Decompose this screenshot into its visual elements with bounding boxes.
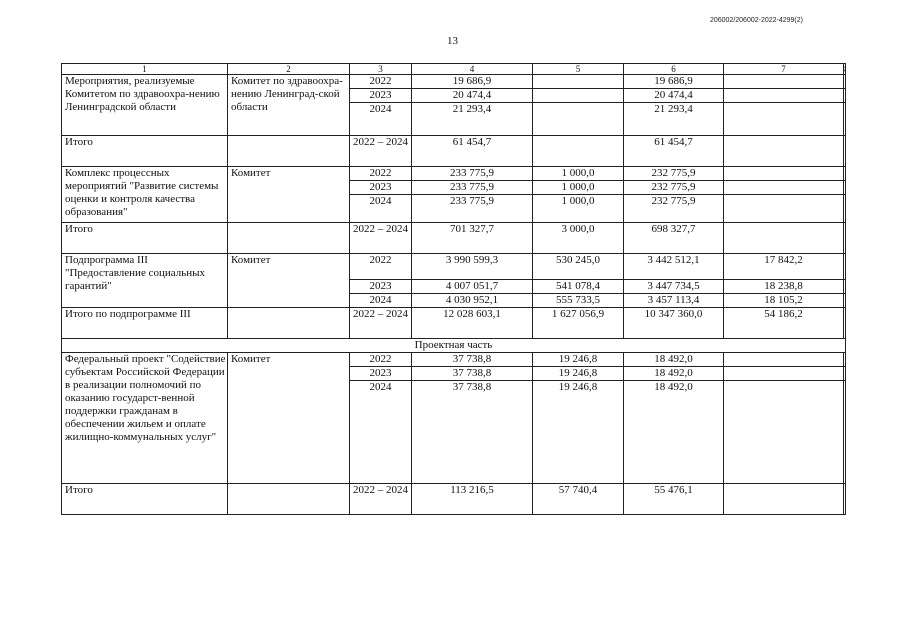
local-amount [724,367,844,381]
period: 2022 – 2024 [350,223,412,254]
period: 2022 – 2024 [350,484,412,515]
year: 2022 [350,254,412,280]
local-amount [724,103,844,136]
program-name: Мероприятия, реализуемые Комитетом по здравоохра-нению Ленинградской области [62,75,228,136]
local-amount [724,75,844,89]
executor: Комитет [228,353,350,484]
federal-amount: 555 733,5 [533,294,624,308]
year: 2023 [350,367,412,381]
executor: Комитет по здравоохра-нению Ленинград-ской области [228,75,350,136]
regional-amount: 698 327,7 [624,223,724,254]
column-header [844,64,846,75]
document-reference: 206002/206002-2022-4299(2) [709,17,803,24]
column-header: 7 [724,64,844,75]
total-amount: 37 738,8 [412,367,533,381]
column-header: 3 [350,64,412,75]
regional-amount: 232 775,9 [624,181,724,195]
local-amount [724,136,844,167]
year: 2023 [350,181,412,195]
local-amount [724,223,844,254]
other-amount [844,254,846,280]
year: 2024 [350,381,412,484]
regional-amount: 55 476,1 [624,484,724,515]
regional-amount: 10 347 360,0 [624,308,724,339]
table-row [62,254,846,280]
regional-amount: 3 447 734,5 [624,280,724,294]
executor [228,308,350,339]
federal-amount: 19 246,8 [533,381,624,484]
local-amount [724,484,844,515]
year: 2024 [350,195,412,223]
year: 2022 [350,353,412,367]
regional-amount: 232 775,9 [624,195,724,223]
total-amount: 4 030 952,1 [412,294,533,308]
federal-amount: 19 246,8 [533,353,624,367]
federal-amount: 57 740,4 [533,484,624,515]
total-label: Итого [62,136,228,167]
federal-amount: 19 246,8 [533,367,624,381]
federal-amount [533,89,624,103]
year: 2024 [350,294,412,308]
other-amount [844,308,846,339]
total-amount: 61 454,7 [412,136,533,167]
regional-amount: 21 293,4 [624,103,724,136]
executor [228,223,350,254]
section-title: Проектная часть [62,339,846,353]
regional-amount: 61 454,7 [624,136,724,167]
total-row [62,484,846,515]
other-amount [844,294,846,308]
total-amount: 113 216,5 [412,484,533,515]
local-amount: 18 105,2 [724,294,844,308]
total-amount: 233 775,9 [412,167,533,181]
federal-amount [533,136,624,167]
executor [228,136,350,167]
regional-amount: 18 492,0 [624,353,724,367]
other-amount [844,223,846,254]
federal-amount: 1 000,0 [533,195,624,223]
period: 2022 – 2024 [350,308,412,339]
executor: Комитет [228,254,350,308]
total-row [62,136,846,167]
local-amount [724,89,844,103]
other-amount [844,103,846,136]
federal-amount: 541 078,4 [533,280,624,294]
table-row [62,353,846,367]
other-amount [844,136,846,167]
federal-amount [533,75,624,89]
local-amount: 17 842,2 [724,254,844,280]
federal-amount: 1 000,0 [533,181,624,195]
total-amount: 4 007 051,7 [412,280,533,294]
program-name: Комплекс процессных мероприятий "Развитие системы оценки и контроля качества образования" [62,167,228,223]
local-amount [724,167,844,181]
local-amount [724,181,844,195]
year: 2024 [350,103,412,136]
program-name: Федеральный проект "Содействие субъектам Российской Федерации в реализации полномочий по оказанию государст-венной поддержки гражданам в обеспечении жильем и оплате жилищно-коммунальных услуг" [62,353,228,484]
column-header: 6 [624,64,724,75]
total-amount: 701 327,7 [412,223,533,254]
regional-amount: 18 492,0 [624,367,724,381]
local-amount [724,195,844,223]
federal-amount [533,103,624,136]
other-amount [844,75,846,89]
total-amount: 21 293,4 [412,103,533,136]
year: 2023 [350,280,412,294]
other-amount [844,353,846,367]
total-label: Итого по подпрограмме III [62,308,228,339]
other-amount [844,167,846,181]
column-header: 4 [412,64,533,75]
total-amount: 37 738,8 [412,353,533,367]
year: 2022 [350,167,412,181]
regional-amount: 20 474,4 [624,89,724,103]
year: 2022 [350,75,412,89]
program-name: Подпрограмма III "Предоставление социальных гарантий" [62,254,228,308]
table-row [62,75,846,89]
regional-amount: 19 686,9 [624,75,724,89]
total-amount: 12 028 603,1 [412,308,533,339]
total-amount: 20 474,4 [412,89,533,103]
regional-amount: 232 775,9 [624,167,724,181]
local-amount [724,353,844,367]
total-amount: 3 990 599,3 [412,254,533,280]
period: 2022 – 2024 [350,136,412,167]
column-number-row [62,64,846,75]
year: 2023 [350,89,412,103]
column-header: 5 [533,64,624,75]
other-amount [844,195,846,223]
total-amount: 233 775,9 [412,181,533,195]
local-amount: 18 238,8 [724,280,844,294]
budget-table [61,63,846,515]
other-amount [844,484,846,515]
executor [228,484,350,515]
other-amount [844,89,846,103]
total-label: Итого [62,484,228,515]
regional-amount: 3 442 512,1 [624,254,724,280]
total-row [62,308,846,339]
column-header: 2 [228,64,350,75]
regional-amount: 3 457 113,4 [624,294,724,308]
regional-amount: 18 492,0 [624,381,724,484]
total-amount: 233 775,9 [412,195,533,223]
federal-amount: 530 245,0 [533,254,624,280]
total-amount: 19 686,9 [412,75,533,89]
other-amount [844,181,846,195]
other-amount [844,280,846,294]
other-amount [844,381,846,484]
page-number: 13 [447,35,458,47]
other-amount [844,367,846,381]
federal-amount: 3 000,0 [533,223,624,254]
total-row [62,223,846,254]
executor: Комитет [228,167,350,223]
section-row [62,339,846,353]
total-label: Итого [62,223,228,254]
federal-amount: 1 627 056,9 [533,308,624,339]
local-amount: 54 186,2 [724,308,844,339]
local-amount [724,381,844,484]
column-header: 1 [62,64,228,75]
federal-amount: 1 000,0 [533,167,624,181]
table-row [62,167,846,181]
total-amount: 37 738,8 [412,381,533,484]
